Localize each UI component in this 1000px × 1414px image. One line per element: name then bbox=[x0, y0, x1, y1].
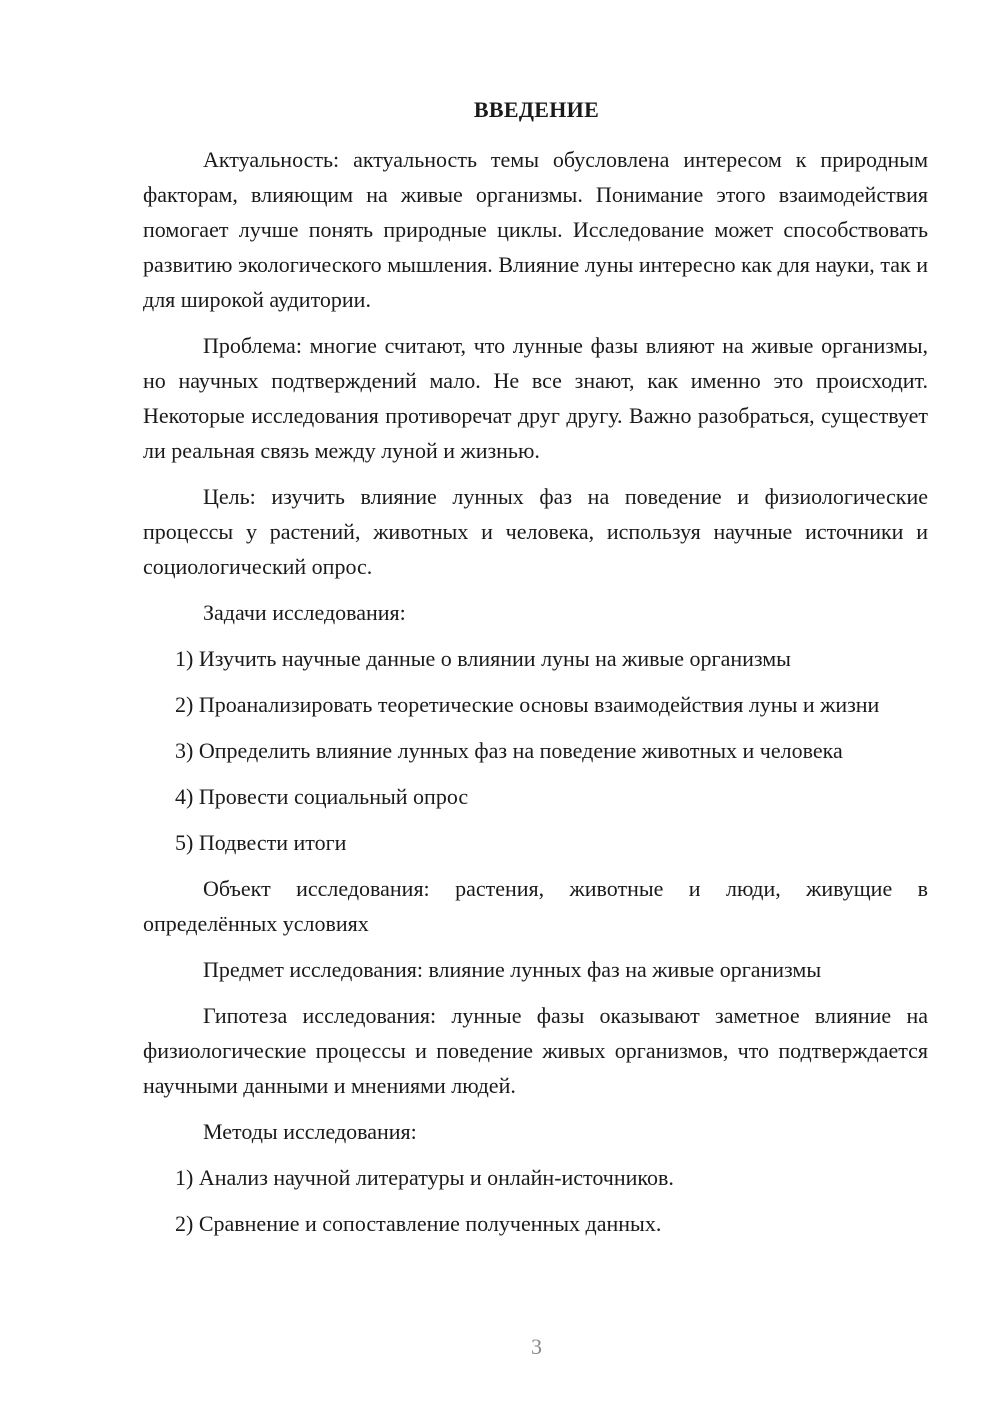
task-item: 1) Изучить научные данные о влиянии луны на живые организмы bbox=[175, 646, 791, 671]
section-heading: ВВЕДЕНИЕ bbox=[473, 97, 600, 122]
methods-heading: Методы исследования: bbox=[203, 1119, 417, 1144]
subject-paragraph: Предмет исследования: влияние лунных фаз на живые организмы bbox=[203, 957, 822, 982]
task-item: 5) Подвести итоги bbox=[175, 830, 347, 855]
problem-paragraph: Проблема: многие считают, что лунные фазы влияют на живые организмы, но научных подтверждений мало. Не все знают, как именно это происходит. Некоторые исследования противоречат друг другу. Важно разобраться, существует ли реальная связь между луной и жизнью. bbox=[143, 333, 928, 463]
goal-paragraph: Цель: изучить влияние лунных фаз на поведение и физиологические процессы у растений, животных и человека, используя научные источники и социологический опрос. bbox=[143, 484, 928, 579]
relevance-paragraph: Актуальность: актуальность темы обусловлена интересом к природным факторам, влияющим на живые организмы. Понимание этого взаимодействия помогает лучше понять природные циклы. Исследование может способствовать развитию экологического мышления. Влияние луны интересно как для науки, так и для широкой аудитории. bbox=[143, 147, 928, 312]
task-item: 2) Проанализировать теоретические основы взаимодействия луны и жизни bbox=[175, 692, 880, 717]
task-item: 3) Определить влияние лунных фаз на поведение животных и человека bbox=[175, 738, 843, 763]
page-body bbox=[143, 142, 928, 1252]
page-number: 3 bbox=[531, 1334, 542, 1359]
task-item: 4) Провести социальный опрос bbox=[175, 784, 469, 809]
tasks-heading: Задачи исследования: bbox=[203, 600, 406, 625]
hypothesis-paragraph: Гипотеза исследования: лунные фазы оказывают заметное влияние на физиологические процессы и поведение живых организмов, что подтверждается научными данными и мнениями людей. bbox=[143, 1003, 928, 1098]
method-item: 1) Анализ научной литературы и онлайн-источников. bbox=[175, 1165, 674, 1190]
object-paragraph: Объект исследования: растения, животные и люди, живущие в определённых условиях bbox=[143, 876, 928, 936]
method-item: 2) Сравнение и сопоставление полученных данных. bbox=[175, 1211, 662, 1236]
